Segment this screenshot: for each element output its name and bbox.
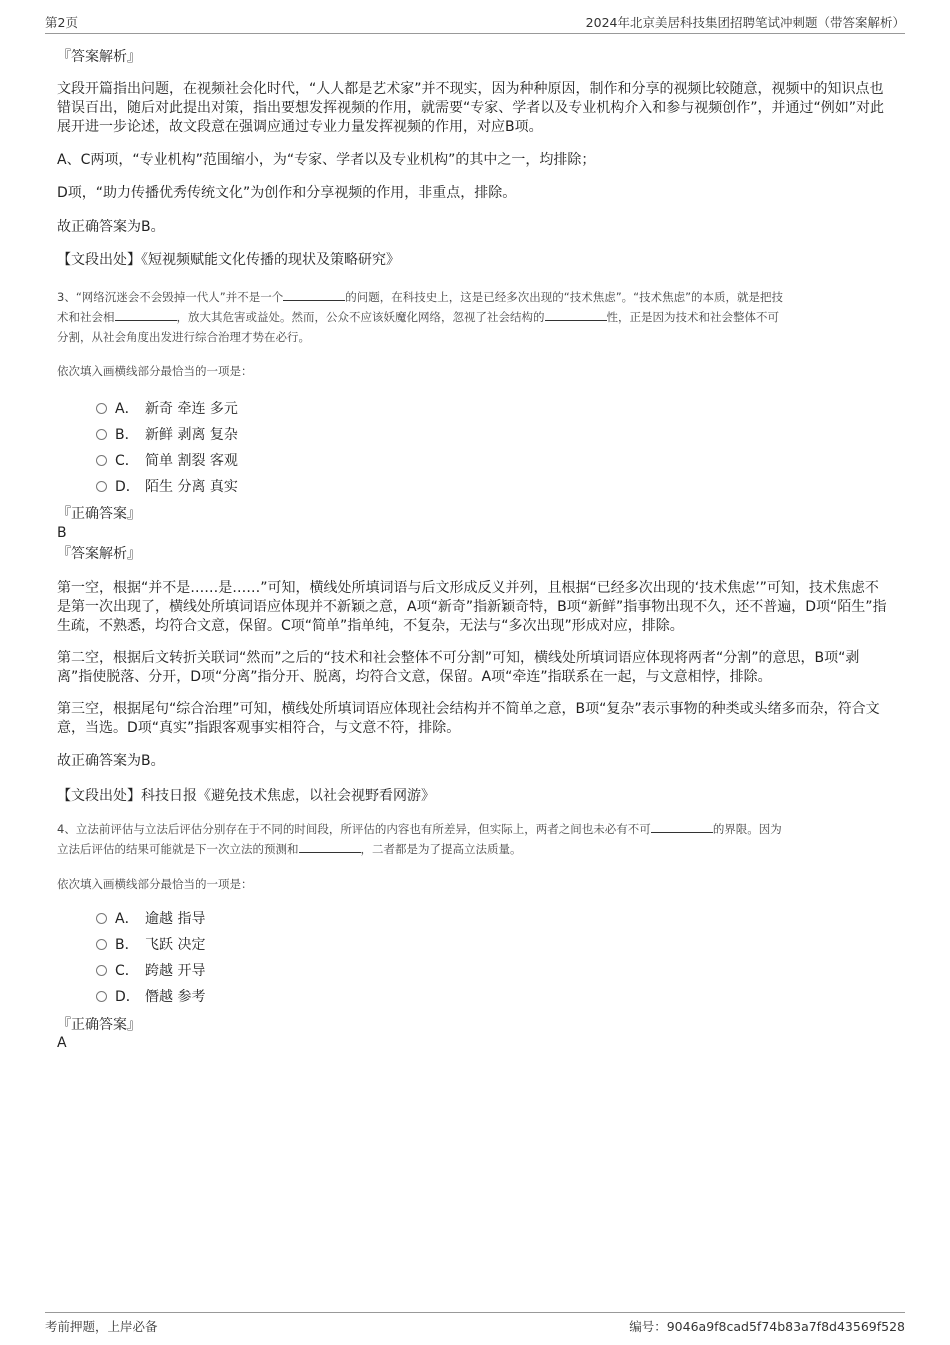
analysis-paragraph: D项，“助力传播优秀传统文化”为创作和分享视频的作用，非重点，排除。 [57,185,517,201]
question-3-stem [57,287,897,347]
question-text: ，二者都是为了提高立法质量。 [360,842,522,856]
document-id: 编号：9046a9f8cad5f74b83a7f8d43569f528 [629,1319,905,1334]
radio-icon[interactable] [96,403,107,414]
option-a[interactable]: A． 新奇 牵连 多元 [96,398,238,418]
analysis-paragraph: 第一空，根据“并不是……是……”可知，横线处所填词语与后文形成反义并列，且根据“已经多次出现的‘技术焦虑’”可知，技术焦虑不是第一次出现了，横线处所填词语应体现并不新颖之意，A项“新奇”指新颖奇特，B项“新鲜”指事物出现不久，还不普遍，D项“陌生”指生疏，不熟悉，均符合文意，保留。C项“简单”指单纯，不复杂，无法与“多次出现”形成对应，排除。 [57,580,887,634]
option-c[interactable]: C． 跨越 开导 [96,960,205,980]
option-a[interactable]: A． 逾越 指导 [96,908,205,928]
document-title: 2024年北京美居科技集团招聘笔试冲刺题（带答案解析） [585,15,905,30]
question-text: 立法后评估的结果可能就是下一次立法的预测和 [57,842,299,856]
correct-answer-label: 『正确答案』 [57,1017,141,1033]
correct-answer-label: 『正确答案』 [57,506,141,522]
option-c[interactable]: C． 简单 割裂 客观 [96,450,238,470]
analysis-paragraph: 第二空，根据后文转折关联词“然而”之后的“技术和社会整体不可分割”可知，横线处所填词语应体现将两者“分割”的意思，B项“剥离”指使脱落、分开，D项“分离”指分开、脱离，均符合文意，保留。A项“牵连”指联系在一起，与文意相悖，排除。 [57,650,860,685]
correct-answer: A [57,1035,67,1051]
answer-line: 故正确答案为B。 [57,219,165,235]
fill-blank [115,307,177,321]
fill-blank [545,307,607,321]
question-text: ，放大其危害或益处。然而，公众不应该妖魔化网络，忽视了社会结构的 [176,310,545,324]
question-text: 分割，从社会角度出发进行综合治理才势在必行。 [57,330,310,344]
fill-blank [283,287,345,301]
fill-blank [299,839,361,853]
radio-icon[interactable] [96,965,107,976]
fill-blank [651,819,713,833]
source-line: 【文段出处】《短视频赋能文化传播的现状及策略研究》 [57,252,400,268]
radio-icon[interactable] [96,939,107,950]
analysis-paragraph: 第三空，根据尾句“综合治理”可知，横线处所填词语应体现社会结构并不简单之意，B项“复杂”表示事物的种类或头绪多而杂，符合文意，当选。D项“真实”指跟客观事实相符合，与文意不符，排除。 [57,701,880,736]
question-text: 的界限。因为 [712,822,782,836]
question-instruction: 依次填入画横线部分最恰当的一项是： [57,877,253,891]
radio-icon[interactable] [96,913,107,924]
page-number: 第2页 [45,15,78,30]
radio-icon[interactable] [96,991,107,1002]
question-text: 的问题，在科技史上，这是已经多次出现的“技术焦虑”。“技术焦虑”的本质，就是把技 [345,290,784,304]
source-line: 【文段出处】科技日报《避免技术焦虑，以社会视野看网游》 [57,788,435,804]
option-d[interactable]: D． 僭越 参考 [96,986,205,1006]
question-text: 3、“网络沉迷会不会毁掉一代人”并不是一个 [57,290,284,304]
option-d[interactable]: D． 陌生 分离 真实 [96,476,238,496]
answer-line: 故正确答案为B。 [57,753,165,769]
footer-slogan: 考前押题，上岸必备 [45,1319,158,1334]
option-b[interactable]: B． 飞跃 决定 [96,934,205,954]
question-text: 4、立法前评估与立法后评估分别存在于不同的时间段，所评估的内容也有所差异，但实际上，两者之间也未必有不可 [57,822,651,836]
radio-icon[interactable] [96,455,107,466]
radio-icon[interactable] [96,481,107,492]
analysis-paragraph: 文段开篇指出问题，在视频社会化时代，“人人都是艺术家”并不现实，因为种种原因，制作和分享的视频比较随意，视频中的知识点也错误百出，随后对此提出对策，指出要想发挥视频的作用，就需要“专家、学者以及专业机构介入和参与视频创作”，并通过“例如”对此展开进一步论述，故文段意在强调应通过专业力量发挥视频的作用，对应B项。 [57,81,885,135]
radio-icon[interactable] [96,429,107,440]
page-footer [45,1312,905,1335]
page-header [45,13,905,34]
question-text: 性，正是因为技术和社会整体不可 [606,310,779,324]
correct-answer: B [57,525,67,541]
question-text: 术和社会相 [57,310,115,324]
analysis-label: 『答案解析』 [57,546,141,562]
question-instruction: 依次填入画横线部分最恰当的一项是： [57,364,253,378]
analysis-paragraph: A、C两项，“专业机构”范围缩小，为“专家、学者以及专业机构”的其中之一，均排除； [57,152,596,168]
analysis-label: 『答案解析』 [57,49,141,65]
option-b[interactable]: B． 新鲜 剥离 复杂 [96,424,238,444]
question-4-stem [57,819,897,859]
